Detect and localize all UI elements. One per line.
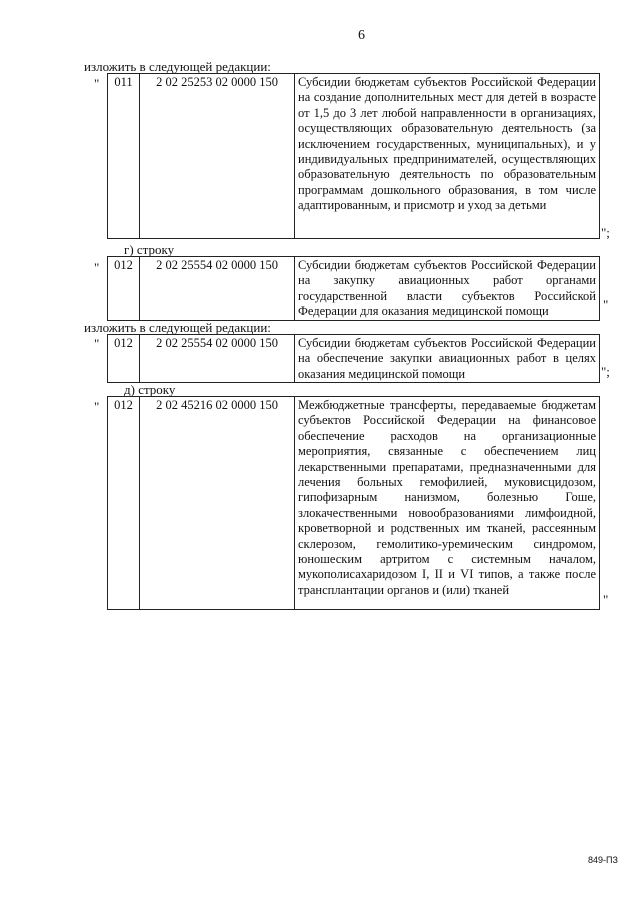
row-kbk: 2 02 25253 02 0000 150 bbox=[140, 74, 295, 239]
quote-open-3: " bbox=[94, 336, 100, 351]
row-code: 012 bbox=[108, 335, 140, 383]
quote-open-1: " bbox=[94, 76, 100, 91]
row-kbk: 2 02 25554 02 0000 150 bbox=[140, 335, 295, 383]
quote-close-4: " bbox=[603, 592, 609, 607]
row-kbk: 2 02 45216 02 0000 150 bbox=[140, 397, 295, 610]
caption-edit-1: изложить в следующей редакции: bbox=[84, 59, 271, 74]
quote-close-3: "; bbox=[601, 364, 610, 379]
row-code: 012 bbox=[108, 397, 140, 610]
caption-edit-2: изложить в следующей редакции: bbox=[84, 320, 271, 335]
quote-close-1: "; bbox=[601, 225, 610, 240]
page-number: 6 bbox=[358, 28, 365, 43]
caption-row-d: д) строку bbox=[124, 382, 176, 397]
row-description: Субсидии бюджетам субъектов Российской Федерации на закупку авиационных работ органами государственной власти субъектов Российской Федерации для оказания медицинской помощи bbox=[295, 257, 600, 321]
caption-row-g: г) строку bbox=[124, 242, 175, 257]
row-description: Субсидии бюджетам субъектов Российской Федерации на создание дополнительных мест для детей в возрасте от 1,5 до 3 лет любой направленности в организациях, осуществляющих образовательную деятельность (за исключением государственных, муниципальных), и у индивидуальных предпринимателей, осуществляющих образовательную деятельность по образовательным программам дошкольного образования, в том числе адаптированным, и присмотр и уход за детьми bbox=[295, 74, 600, 239]
table-row-2 bbox=[107, 256, 600, 321]
quote-open-4: " bbox=[94, 399, 100, 414]
row-code: 012 bbox=[108, 257, 140, 321]
quote-close-2: " bbox=[603, 297, 609, 312]
row-code: 011 bbox=[108, 74, 140, 239]
table-row-1 bbox=[107, 73, 600, 239]
row-kbk: 2 02 25554 02 0000 150 bbox=[140, 257, 295, 321]
footer-code: 849-ПЗ bbox=[588, 855, 618, 865]
row-description: Субсидии бюджетам субъектов Российской Федерации на обеспечение закупки авиационных работ в целях оказания медицинской помощи bbox=[295, 335, 600, 383]
table-row-3 bbox=[107, 334, 600, 383]
table-row-4 bbox=[107, 396, 600, 610]
quote-open-2: " bbox=[94, 260, 100, 275]
row-description: Межбюджетные трансферты, передаваемые бюджетам субъектов Российской Федерации на финансовое обеспечение расходов на организационные мероприятия, связанные с обеспечением лиц лекарственными препаратами, предназначенными для лечения больных гемофилией, муковисцидозом, гипофизарным нанизмом, болезнью Гоше, злокачественными новообразованиями лимфоидной, кроветворной и родственных им тканей, рассеянным склерозом, гемолитико-уремическим синдромом, юношеским артритом с системным началом, мукополисахаридозом I, II и VI типов, а также после трансплантации органов и (или) тканей bbox=[295, 397, 600, 610]
